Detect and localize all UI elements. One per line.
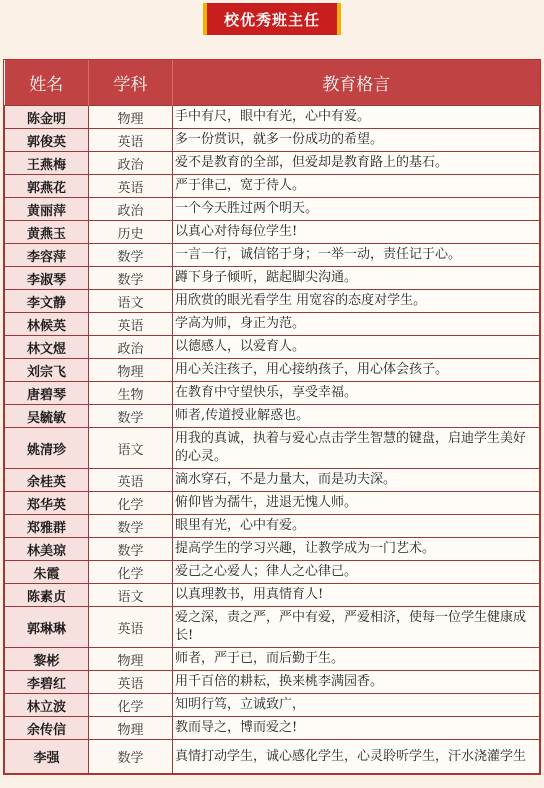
table-row — [5, 671, 540, 694]
teacher-subject: 生物 — [89, 382, 173, 405]
teacher-name: 陈素贞 — [5, 584, 89, 607]
teacher-subject: 物理 — [89, 359, 173, 382]
teacher-subject: 政治 — [89, 336, 173, 359]
teacher-subject: 历史 — [89, 221, 173, 244]
teacher-name: 余传信 — [5, 717, 89, 740]
table-row — [5, 175, 540, 198]
teacher-subject: 数学 — [89, 405, 173, 428]
teacher-subject: 数学 — [89, 515, 173, 538]
table-row — [5, 267, 540, 290]
teacher-name: 陈金明 — [5, 106, 89, 129]
teacher-table — [3, 59, 541, 775]
teacher-name: 李容萍 — [5, 244, 89, 267]
table-row — [5, 584, 540, 607]
teacher-motto: 爱己之心爱人；律人之心律己。 — [173, 561, 540, 584]
table-row — [5, 405, 540, 428]
table-row — [5, 648, 540, 671]
teacher-motto: 一言一行，诚信铭于身；一举一动，责任记于心。 — [173, 244, 540, 267]
teacher-name: 王燕梅 — [5, 152, 89, 175]
teacher-name: 黎彬 — [5, 648, 89, 671]
teacher-motto: 用我的真诚，执着与爱心点击学生智慧的键盘，启迪学生美好的心灵。 — [173, 428, 540, 469]
teacher-motto: 多一份赏识，就多一份成功的希望。 — [173, 129, 540, 152]
teacher-name: 刘宗飞 — [5, 359, 89, 382]
teacher-subject: 英语 — [89, 607, 173, 648]
teacher-subject: 数学 — [89, 244, 173, 267]
teacher-motto: 蹲下身子倾听，踮起脚尖沟通。 — [173, 267, 540, 290]
teacher-name: 朱霞 — [5, 561, 89, 584]
teacher-subject: 数学 — [89, 740, 173, 774]
teacher-subject: 英语 — [89, 313, 173, 336]
teacher-subject: 英语 — [89, 129, 173, 152]
teacher-subject: 化学 — [89, 694, 173, 717]
table-row — [5, 607, 540, 648]
teacher-motto: 学高为师，身正为范。 — [173, 313, 540, 336]
header-motto: 教育格言 — [173, 60, 540, 106]
teacher-name: 郭燕花 — [5, 175, 89, 198]
teacher-name: 郑华英 — [5, 492, 89, 515]
teacher-name: 郭俊英 — [5, 129, 89, 152]
teacher-motto: 师者，严于已，而后勤于生。 — [173, 648, 540, 671]
teacher-name: 李淑琴 — [5, 267, 89, 290]
header-name: 姓名 — [5, 60, 89, 106]
banner-area — [0, 0, 544, 44]
teacher-name: 郑雅群 — [5, 515, 89, 538]
teacher-subject: 物理 — [89, 648, 173, 671]
teacher-motto: 教而导之，博而爱之! — [173, 717, 540, 740]
teacher-subject: 英语 — [89, 175, 173, 198]
table-row — [5, 106, 540, 129]
teacher-name: 李文静 — [5, 290, 89, 313]
teacher-motto: 师者,传道授业解惑也。 — [173, 405, 540, 428]
teacher-motto: 俯仰皆为孺牛，进退无愧人师。 — [173, 492, 540, 515]
teacher-subject: 化学 — [89, 561, 173, 584]
teacher-name: 姚清珍 — [5, 428, 89, 469]
teacher-motto: 以真理教书，用真情育人! — [173, 584, 540, 607]
teacher-name: 李强 — [5, 740, 89, 774]
teacher-motto: 知明行笃，立诚致广， — [173, 694, 540, 717]
teacher-subject: 英语 — [89, 469, 173, 492]
table-row — [5, 359, 540, 382]
table-row — [5, 740, 540, 774]
teacher-motto: 严于律己，宽于待人。 — [173, 175, 540, 198]
teacher-name: 林美琼 — [5, 538, 89, 561]
teacher-name: 郭琳琳 — [5, 607, 89, 648]
table-row — [5, 492, 540, 515]
table-row — [5, 221, 540, 244]
teacher-subject: 英语 — [89, 671, 173, 694]
table-row — [5, 244, 540, 267]
table-row — [5, 515, 540, 538]
teacher-name: 黄燕玉 — [5, 221, 89, 244]
teacher-motto: 以德感人，以爱育人。 — [173, 336, 540, 359]
teacher-subject: 物理 — [89, 717, 173, 740]
table-row — [5, 313, 540, 336]
table-row — [5, 382, 540, 405]
table-row — [5, 561, 540, 584]
table-row — [5, 152, 540, 175]
teacher-subject: 语文 — [89, 290, 173, 313]
teacher-motto: 在教育中守望快乐，享受幸福。 — [173, 382, 540, 405]
teacher-name: 林文煜 — [5, 336, 89, 359]
teacher-subject: 数学 — [89, 538, 173, 561]
teacher-motto: 以真心对待每位学生! — [173, 221, 540, 244]
teacher-subject: 语文 — [89, 584, 173, 607]
table-row — [5, 290, 540, 313]
teacher-name: 余桂英 — [5, 469, 89, 492]
table-row — [5, 717, 540, 740]
teacher-name: 李碧红 — [5, 671, 89, 694]
teacher-subject: 数学 — [89, 267, 173, 290]
table-row — [5, 428, 540, 469]
teacher-subject: 政治 — [89, 152, 173, 175]
teacher-subject: 化学 — [89, 492, 173, 515]
teacher-motto: 用心关注孩子，用心接纳孩子，用心体会孩子。 — [173, 359, 540, 382]
teacher-motto: 用千百倍的耕耘，换来桃李满园香。 — [173, 671, 540, 694]
teacher-subject: 物理 — [89, 106, 173, 129]
teacher-motto: 滴水穿石，不是力量大，而是功夫深。 — [173, 469, 540, 492]
teacher-name: 吴毓敏 — [5, 405, 89, 428]
banner-title: 校优秀班主任 — [203, 3, 341, 35]
teacher-subject: 政治 — [89, 198, 173, 221]
teacher-motto: 提高学生的学习兴趣，让教学成为一门艺术。 — [173, 538, 540, 561]
teacher-motto: 手中有尺，眼中有光，心中有爱。 — [173, 106, 540, 129]
header-subject: 学科 — [89, 60, 173, 106]
table-row — [5, 198, 540, 221]
teacher-name: 黄丽萍 — [5, 198, 89, 221]
teacher-motto: 爱不是教育的全部，但爱却是教育路上的基石。 — [173, 152, 540, 175]
teacher-motto: 一个今天胜过两个明天。 — [173, 198, 540, 221]
teacher-motto: 真情打动学生，诚心感化学生，心灵聆听学生，汗水浇灌学生 — [173, 740, 540, 774]
teacher-motto: 爱之深，责之严，严中有爱，严爱相济，使每一位学生健康成长! — [173, 607, 540, 648]
teacher-subject: 语文 — [89, 428, 173, 469]
table-row — [5, 336, 540, 359]
teacher-name: 林候英 — [5, 313, 89, 336]
table-header-row — [5, 60, 540, 106]
teacher-motto: 眼里有光，心中有爱。 — [173, 515, 540, 538]
table-row — [5, 694, 540, 717]
teacher-motto: 用欣赏的眼光看学生 用宽容的态度对学生。 — [173, 290, 540, 313]
table-row — [5, 469, 540, 492]
teacher-name: 林立波 — [5, 694, 89, 717]
table-row — [5, 129, 540, 152]
teacher-name: 唐碧琴 — [5, 382, 89, 405]
table-row — [5, 538, 540, 561]
